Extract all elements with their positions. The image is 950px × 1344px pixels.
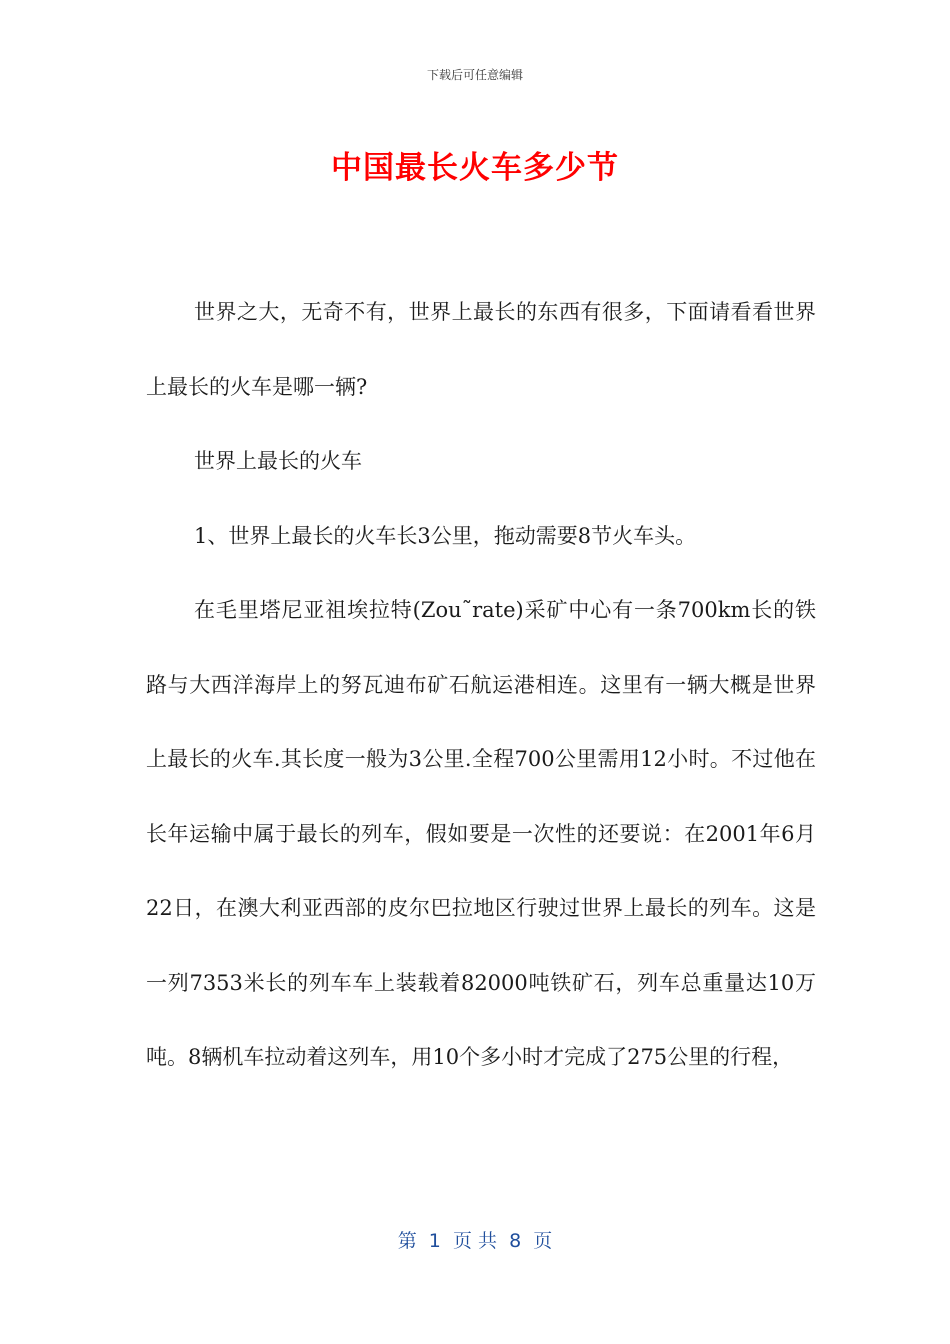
paragraph-detail: 在毛里塔尼亚祖埃拉特(Zou˜rate)采矿中心有一条700km长的铁路与大西洋海岸上的努瓦迪布矿石航运港相连。这里有一辆大概是世界上最长的火车.其长度一般为3公里.全程700公里需用12小时。不过他在长年运输中属于最长的列车，假如要是一次性的还要说：在2001年6月22日，在澳大利亚西部的皮尔巴拉地区行驶过世界上最长的列车。这是一列7353米长的列车车上装载着82000吨铁矿石，列车总重量达10万吨。8辆机车拉动着这列车，用10个多小时才完成了275公里的行程， (146, 598, 816, 1069)
document-body (146, 275, 816, 1095)
header-note: 下载后可任意编辑 (426, 68, 523, 82)
paragraph-item-1: 1、世界上最长的火车长3公里，拖动需要8节火车头。 (194, 523, 697, 548)
page-number: 第 1 页 共 8 页 (397, 1230, 553, 1252)
document-title: 中国最长火车多少节 (331, 150, 619, 186)
paragraph-heading: 世界上最长的火车 (194, 449, 362, 473)
paragraph-intro: 世界之大，无奇不有，世界上最长的东西有很多，下面请看看世界上最长的火车是哪一辆? (146, 300, 816, 399)
